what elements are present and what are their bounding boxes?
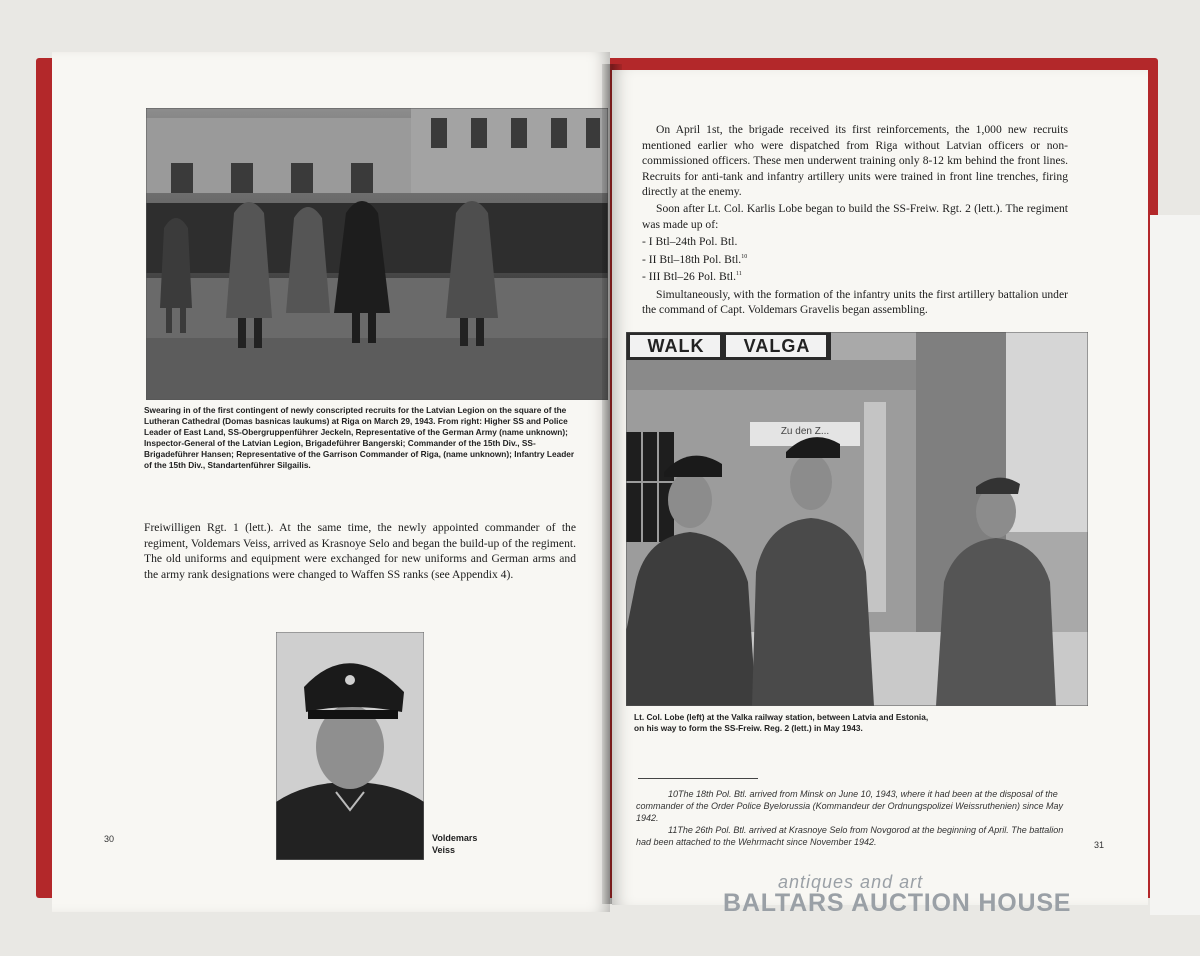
paragraph-reinforcements: On April 1st, the brigade received its first reinforcements, the 1,000 new recruits mentioned earlier who were dispatched from Riga without Latvian officers or non-commissioned officers. These men underwent training only 8-12 km behind the front lines. Recruits for anti-tank and infantry artillery units were trained in front line trenches, firing directly at the enemy. [642, 123, 1068, 199]
right-page [612, 70, 1148, 905]
watermark-brand: BALTARS AUCTION HOUSE [723, 889, 1072, 917]
walk-sign-text: WALK [647, 336, 705, 356]
valga-station-photo [626, 332, 1088, 706]
background-sheet [1150, 215, 1200, 915]
portrait-caption: Voldemars Veiss [432, 833, 478, 855]
battalion-list [642, 232, 1068, 284]
valga-sign-text: VALGA [743, 336, 811, 356]
parade-photo-caption: Swearing in of the first contingent of newly conscripted recruits for the Latvian Legion on the square of the Lutheran Cathedral (Domas basnicas laukums) at Riga on March 29, 1943. From right: Higher SS and Police Leader of East Land, SS-Obergruppenführer Jeckeln, Representative of the German Army (name unknown); Inspector-General of the Latvian Legion, Brigadeführer Bangerski; Commander of the 15th Div., SS-Brigadeführer Hansen; Representative of the Garrison Commander of Riga, (name unknown); Infantry Leader of the 15th Div., Standartenführer Silgailis. [144, 405, 575, 471]
list-item: - I Btl–24th Pol. Btl. [642, 235, 738, 249]
station-small-sign: Zu den Z... [780, 426, 830, 437]
watermark-tagline: antiques and art [778, 872, 924, 892]
right-body-text [642, 122, 1068, 318]
footnote-rule [638, 778, 758, 779]
left-body-paragraph: Freiwilligen Rgt. 1 (lett.). At the same time, the newly appointed commander of the regiment, Voldemars Veiss, arrived as Krasnoye Selo and began the build-up of the regiment. The old uniforms and equipment were exchanged for new uniforms and German arms and the army rank designations were changed to Waffen SS ranks (see Appendix 4). [144, 521, 576, 581]
paragraph-artillery: Simultaneously, with the formation of the infantry units the first artillery battalion under the command of Capt. Voldemars Gravelis began assembling. [642, 287, 1068, 317]
footnote-10: 10The 18th Pol. Btl. arrived from Minsk on June 10, 1943, where it had been at the disposal of the commander of the Order Police Byelorussia (Kommandeur der Ordnungspolizei Weissruthenien) since May 1942. [636, 789, 1064, 823]
list-item: - II Btl–18th Pol. Btl.$^{10}$ [642, 252, 748, 266]
footnotes [636, 788, 1066, 848]
veiss-portrait [276, 632, 424, 860]
page-number-right: 31 [1094, 840, 1105, 850]
valga-photo-caption: Lt. Col. Lobe (left) at the Valka railway station, between Latvia and Estonia, on his way to form the SS-Freiw. Reg. 2 (lett.) in May 1943. [634, 712, 929, 734]
parade-photo [146, 108, 608, 400]
paragraph-regiment: Soon after Lt. Col. Karlis Lobe began to build the SS-Freiw. Rgt. 2 (lett.). The regiment was made up of: [642, 201, 1068, 231]
page-number-left: 30 [104, 834, 115, 844]
left-page [52, 52, 610, 912]
footnote-11: 11The 26th Pol. Btl. arrived at Krasnoye Selo from Novgorod at the beginning of April. The battalion had been attached to the Wehrmacht since November 1942. [636, 825, 1064, 847]
list-item: - III Btl–26 Pol. Btl.$^{11}$ [642, 269, 742, 283]
